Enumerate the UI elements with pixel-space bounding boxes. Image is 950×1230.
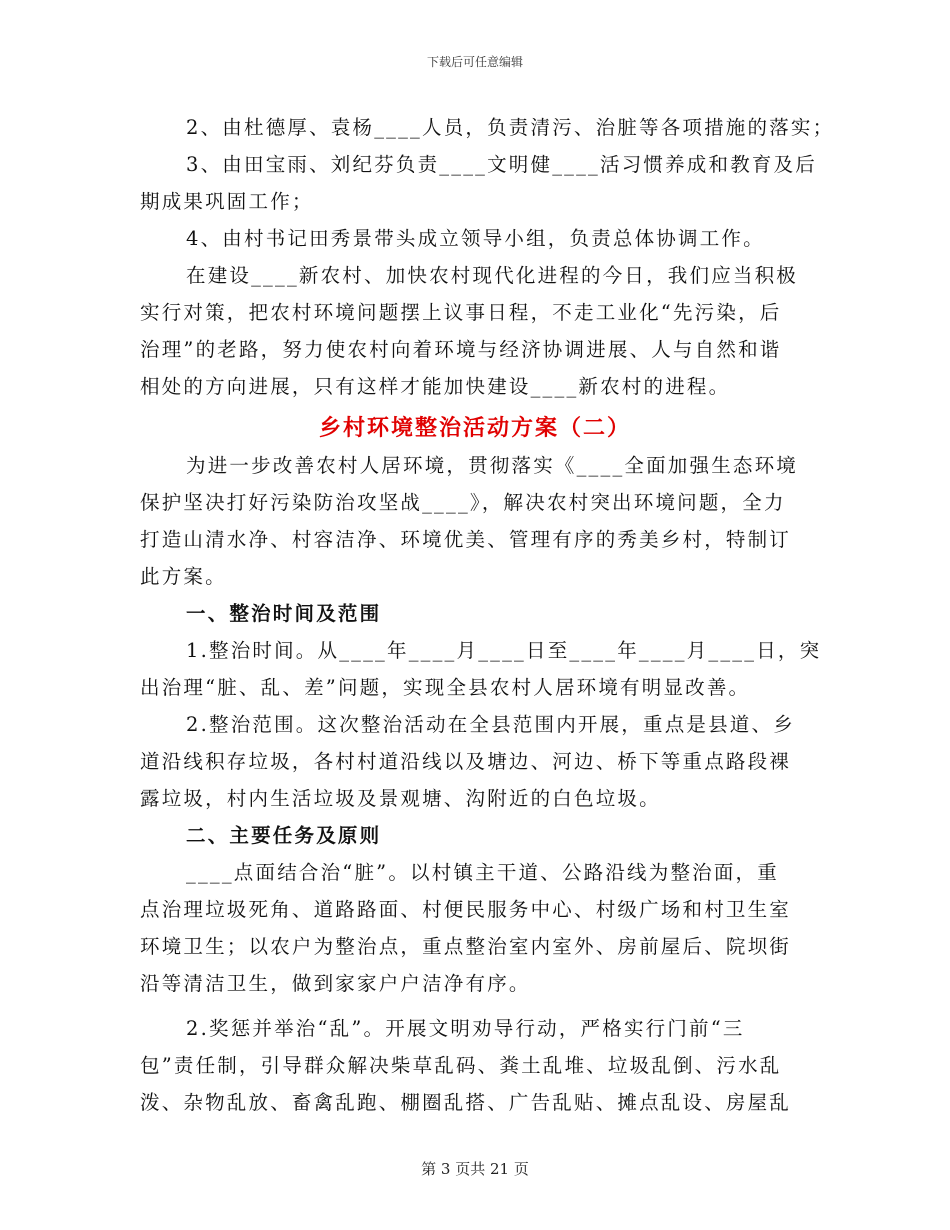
paragraph-line: 打造山清水净、村容洁净、环境优美、管理有序的秀美乡村，特制订 [140, 528, 792, 551]
paragraph-line: 实行对策，把农村环境问题摆上议事日程，不走工业化“先污染，后 [140, 301, 782, 324]
paragraph-line: 1.整治时间。从____年____月____日至____年____月____日，突 [186, 639, 822, 662]
paragraph-line: 露垃圾，村内生活垃圾及景观塘、沟附近的白色垃圾。 [140, 787, 661, 810]
page-header: 下载后可任意编辑 [426, 55, 523, 69]
paragraph-line: 4、由村书记田秀景带头成立领导小组，负责总体协调工作。 [186, 227, 765, 250]
paragraph-line: 相处的方向进展，只有这样才能加快建设____新农村的进程。 [140, 375, 731, 398]
paragraph-line: 治理”的老路，努力使农村向着环境与经济协调进展、人与自然和谐 [140, 338, 782, 361]
paragraph-line: 包”责任制，引导群众解决柴草乱码、粪土乱堆、垃圾乱倒、污水乱 [140, 1054, 782, 1077]
page-footer: 第 3 页共 21 页 [421, 1160, 529, 1178]
paragraph-line: 点治理垃圾死角、道路路面、村便民服务中心、村级广场和村卫生室 [140, 898, 792, 921]
paragraph-line: 2.整治范围。这次整治活动在全县范围内开展，重点是县道、乡 [186, 713, 795, 736]
paragraph-line: ____点面结合治“脏”。以村镇主干道、公路沿线为整治面，重 [186, 861, 779, 884]
section-title: 乡村环境整治活动方案（二） [318, 415, 631, 441]
paragraph-line: 为进一步改善农村人居环境，贯彻落实《____全面加强生态环境 [186, 454, 799, 477]
paragraph-line: 2.奖惩并举治“乱”。开展文明劝导行动，严格实行门前“三 [186, 1017, 745, 1040]
paragraph-line: 泼、杂物乱放、畜禽乱跑、棚圈乱搭、广告乱贴、摊点乱设、房屋乱 [140, 1091, 792, 1114]
paragraph-line: 沿等清洁卫生，做到家家户户洁净有序。 [140, 972, 531, 995]
paragraph-line: 期成果巩固工作； [140, 190, 314, 213]
paragraph-line: 在建设____新农村、加快农村现代化进程的今日，我们应当积极 [186, 264, 799, 287]
paragraph-line: 环境卫生；以农户为整治点，重点整治室内室外、房前屋后、院坝街 [140, 935, 792, 958]
paragraph-line: 3、由田宝雨、刘纪芬负责____文明健____活习惯养成和教育及后 [186, 153, 818, 176]
section-heading: 一、整治时间及范围 [186, 602, 382, 625]
paragraph-line: 此方案。 [140, 565, 227, 588]
paragraph-line: 2、由杜德厚、袁杨____人员，负责清污、治脏等各项措施的落实； [186, 116, 835, 139]
section-heading: 二、主要任务及原则 [186, 824, 382, 847]
paragraph-line: 出治理“脏、乱、差”问题，实现全县农村人居环境有明显改善。 [140, 676, 751, 699]
paragraph-line: 道沿线积存垃圾，各村村道沿线以及塘边、河边、桥下等重点路段裸 [140, 750, 792, 773]
paragraph-line: 保护坚决打好污染防治攻坚战____》，解决农村突出环境问题，全力 [140, 491, 786, 514]
